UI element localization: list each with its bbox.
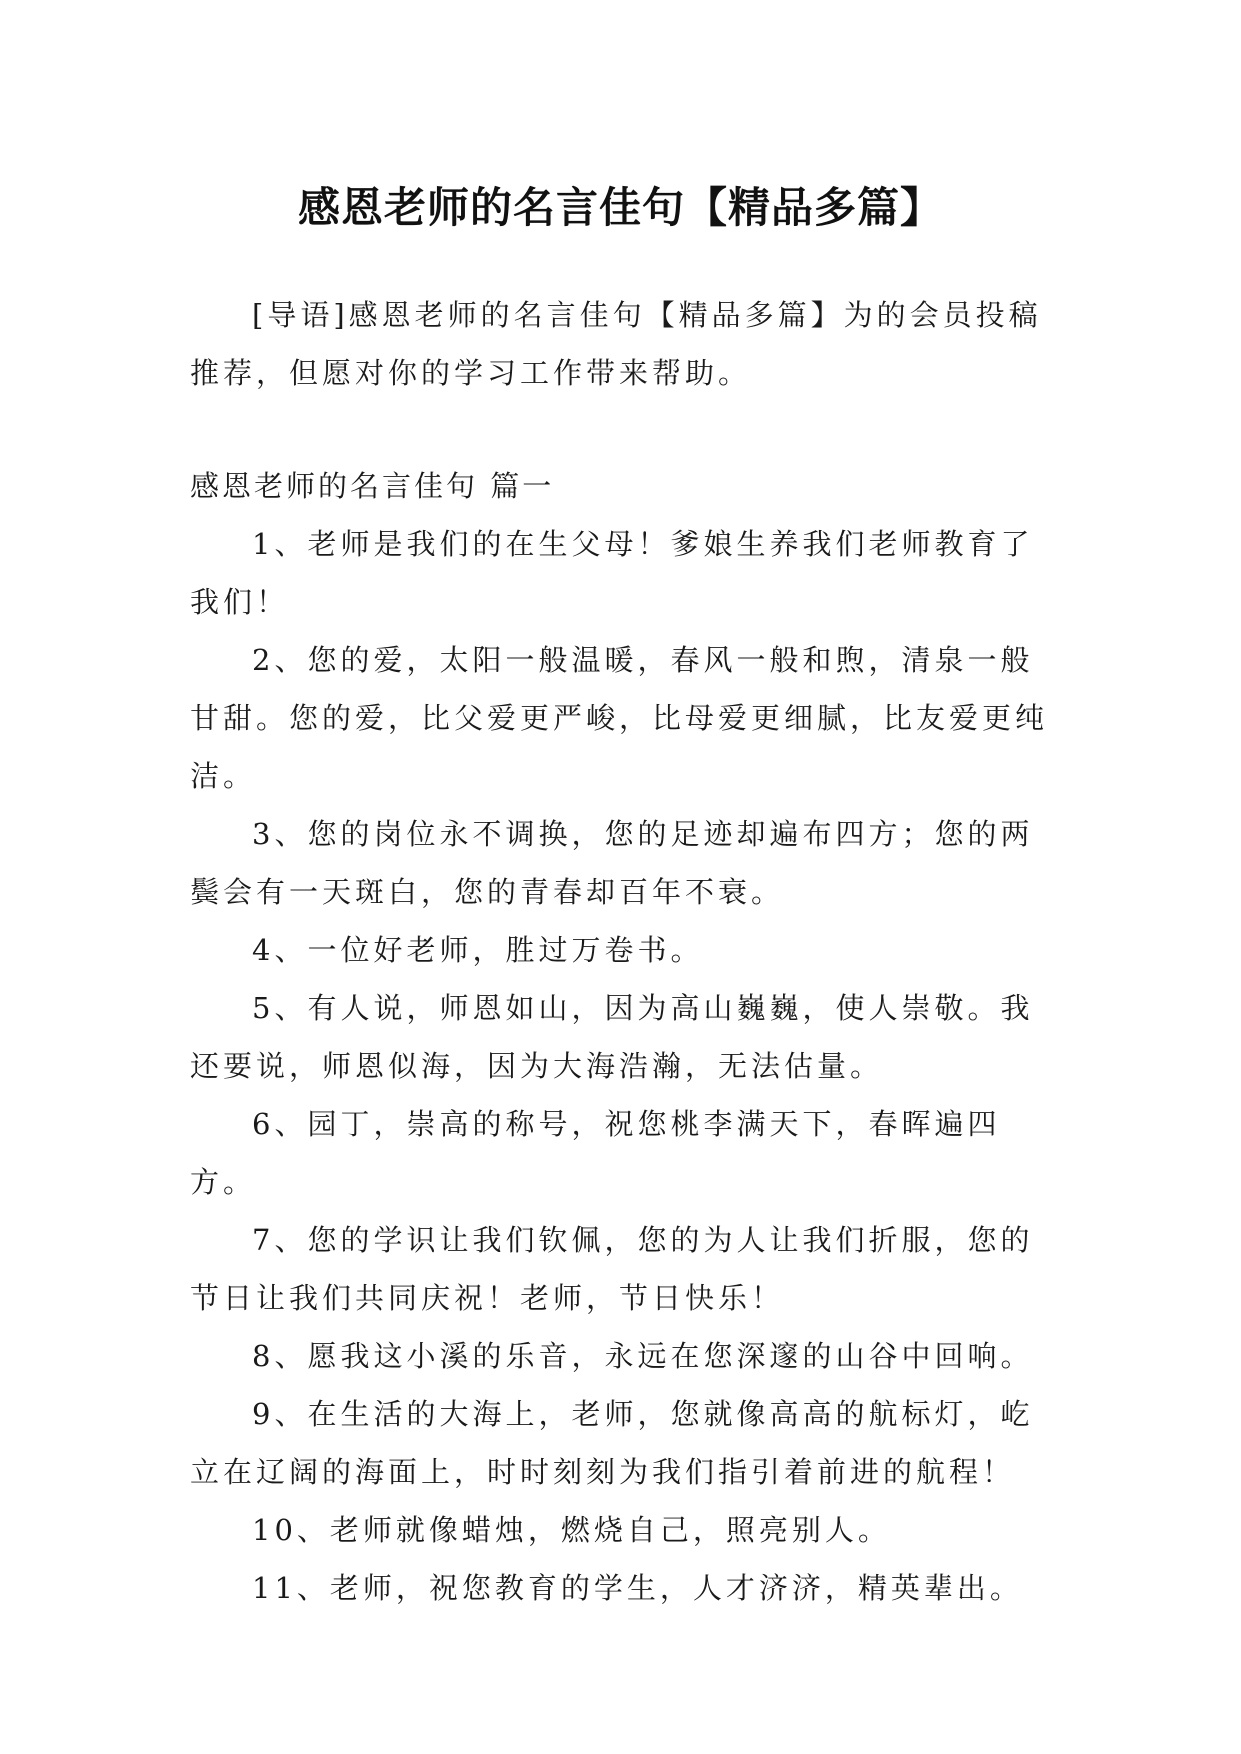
section-heading: 感恩老师的名言佳句 篇一 — [190, 469, 555, 503]
quote-item: 2、您的爱，太阳一般温暖，春风一般和煦，清泉一般甘甜。您的爱，比父爱更严峻，比母爱更细腻，比友爱更纯洁。 — [190, 643, 1049, 793]
quote-item: 9、在生活的大海上，老师，您就像高高的航标灯，屹立在辽阔的海面上，时时刻刻为我们指引着前进的航程！ — [190, 1397, 1034, 1489]
quote-item: 4、一位好老师，胜过万卷书。 — [252, 933, 704, 967]
quote-item: 1、老师是我们的在生父母！爹娘生养我们老师教育了我们！ — [190, 527, 1034, 619]
quote-list — [190, 515, 1050, 1617]
quote-item: 10、老师就像蜡烛，燃烧自己，照亮别人。 — [252, 1513, 891, 1547]
quote-item: 7、您的学识让我们钦佩，您的为人让我们折服，您的节日让我们共同庆祝！老师，节日快乐！ — [190, 1223, 1034, 1315]
intro-paragraph: [导语]感恩老师的名言佳句【精品多篇】为的会员投稿推荐，但愿对你的学习工作带来帮助。 — [190, 298, 1042, 390]
quote-item: 11、老师，祝您教育的学生，人才济济，精英辈出。 — [252, 1571, 1023, 1605]
intro-block — [190, 286, 1050, 402]
section-one — [190, 457, 1050, 1617]
quote-item: 3、您的岗位永不调换，您的足迹却遍布四方；您的两鬓会有一天斑白，您的青春却百年不衰。 — [190, 817, 1034, 909]
quote-item: 8、愿我这小溪的乐音，永远在您深邃的山谷中回响。 — [252, 1339, 1034, 1373]
quote-item: 5、有人说，师恩如山，因为高山巍巍，使人崇敬。我还要说，师恩似海，因为大海浩瀚，无法估量。 — [190, 991, 1034, 1083]
document-title: 感恩老师的名言佳句【精品多篇】 — [297, 183, 943, 233]
quote-item: 6、园丁，崇高的称号，祝您桃李满天下，春晖遍四方。 — [190, 1107, 1001, 1199]
